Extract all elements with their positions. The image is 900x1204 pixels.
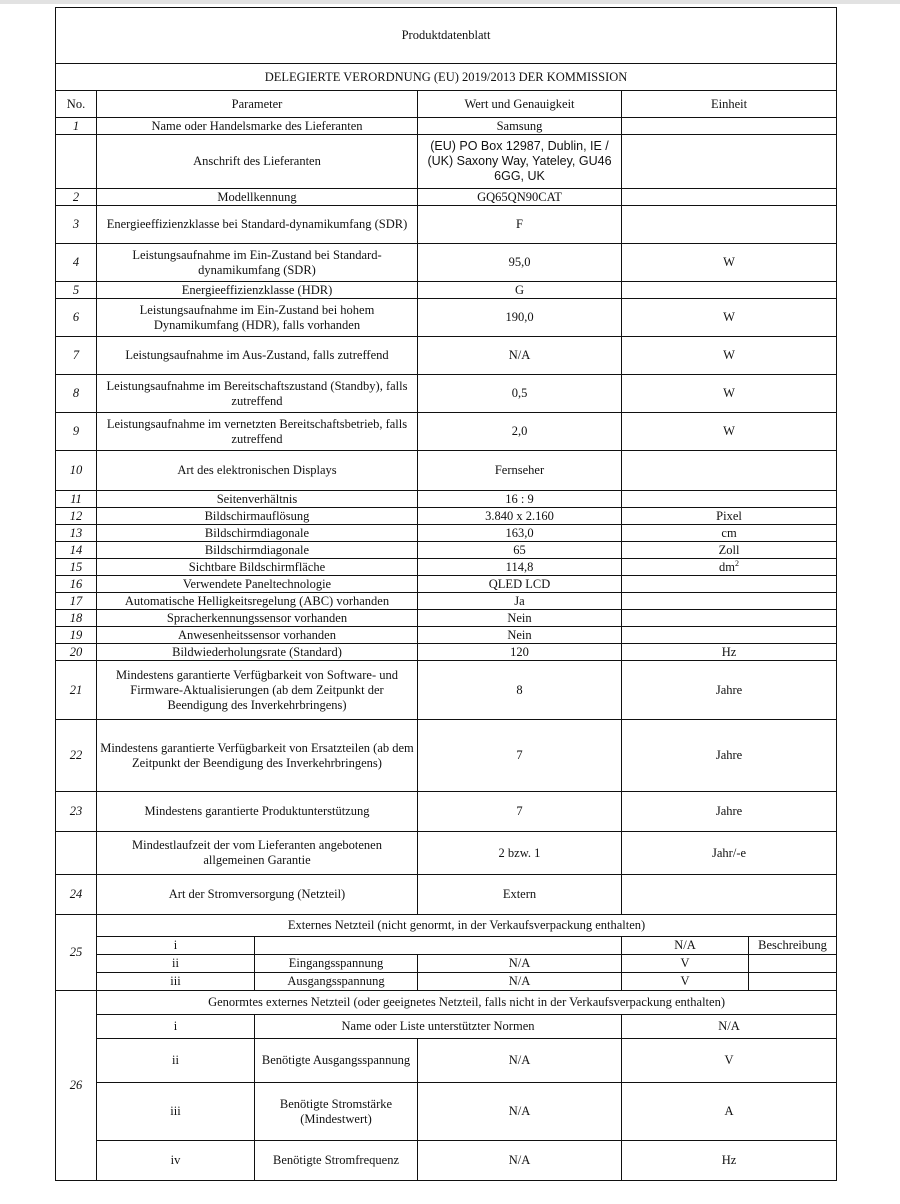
row-parameter: Energieeffizienzklasse bei Standard-dynamikumfang (SDR) [97,206,418,244]
row-value: 0,5 [418,375,622,413]
row-number: 10 [56,451,97,491]
table-row [56,525,837,542]
table-row [56,491,837,508]
table-row [56,542,837,559]
table-row [56,282,837,299]
row-unit: Pixel [622,508,837,525]
top-border [0,0,900,4]
table-row [56,189,837,206]
section-26-row [56,1039,837,1083]
row-parameter: Mindestlaufzeit der vom Lieferanten angebotenen allgemeinen Garantie [97,832,418,875]
sub-value: N/A [418,1083,622,1141]
row-value: F [418,206,622,244]
table-row [56,832,837,875]
unit-text: dm [719,559,736,574]
sub-index: iii [97,1083,255,1141]
row-number: 13 [56,525,97,542]
row-number: 22 [56,720,97,792]
row-unit: Jahre [622,661,837,720]
row-value: Nein [418,610,622,627]
sub-index: iii [97,973,255,991]
row-value: 8 [418,661,622,720]
sub-value: N/A [418,1141,622,1181]
row-parameter: Mindestens garantierte Verfügbarkeit von Software- und Firmware-Aktualisierungen (ab dem Zeitpunkt der Beendigung des Inverkehrbringens) [97,661,418,720]
row-unit: Hz [622,644,837,661]
sub-extra: Beschreibung [749,937,837,955]
row-number: 11 [56,491,97,508]
row-value: Samsung [418,118,622,135]
row-value: 114,8 [418,559,622,576]
row-parameter: Name oder Handelsmarke des Lieferanten [97,118,418,135]
sub-unit: Hz [622,1141,837,1181]
section-25-row [56,955,837,973]
row-value: Fernseher [418,451,622,491]
table-row [56,593,837,610]
sub-label [255,937,622,955]
row-value: G [418,282,622,299]
section-25-title-row [56,915,837,937]
row-unit [622,189,837,206]
header-row [56,91,837,118]
row-value: QLED LCD [418,576,622,593]
row-number: 24 [56,875,97,915]
row-unit [622,282,837,299]
section-25-row [56,937,837,955]
row-parameter: Modellkennung [97,189,418,206]
table-row [56,576,837,593]
table-row [56,559,837,576]
table-row [56,508,837,525]
row-parameter: Leistungsaufnahme im Bereitschaftszustand (Standby), falls zutreffend [97,375,418,413]
section-26-row [56,1015,837,1039]
row-number [56,832,97,875]
sub-label: Benötigte Stromstärke (Mindestwert) [255,1083,418,1141]
row-value: 2,0 [418,413,622,451]
table-row [56,206,837,244]
sub-unit: N/A [622,1015,837,1039]
sub-label: Eingangsspannung [255,955,418,973]
sub-index: i [97,1015,255,1039]
row-unit: Zoll [622,542,837,559]
table-row [56,875,837,915]
section-26-title-row [56,991,837,1015]
row-number: 21 [56,661,97,720]
section-26-row [56,1083,837,1141]
table-row [56,413,837,451]
sub-value: N/A [418,973,622,991]
row-unit: W [622,299,837,337]
row-unit [622,593,837,610]
section-25-title: Externes Netzteil (nicht genormt, in der Verkaufsverpackung enthalten) [97,915,837,937]
row-unit: W [622,244,837,282]
row-parameter: Leistungsaufnahme im Ein-Zustand bei Standard-dynamikumfang (SDR) [97,244,418,282]
row-unit [622,576,837,593]
section-26-title: Genormtes externes Netzteil (oder geeignetes Netzteil, falls nicht in der Verkaufsverpackung enthalten) [97,991,837,1015]
row-number: 12 [56,508,97,525]
sub-unit: V [622,955,749,973]
section-26-number: 26 [56,991,97,1181]
sub-extra [749,955,837,973]
section-25-row [56,973,837,991]
row-unit [622,610,837,627]
row-number: 8 [56,375,97,413]
regulation-subtitle: DELEGIERTE VERORDNUNG (EU) 2019/2013 DER KOMMISSION [56,64,837,91]
row-parameter: Spracherkennungssensor vorhanden [97,610,418,627]
sub-extra [749,973,837,991]
sub-label: Ausgangsspannung [255,973,418,991]
table-row [56,644,837,661]
row-parameter: Art der Stromversorgung (Netzteil) [97,875,418,915]
sub-index: i [97,937,255,955]
row-unit: W [622,337,837,375]
row-parameter: Anwesenheitssensor vorhanden [97,627,418,644]
table-row [56,451,837,491]
sub-unit: N/A [622,937,749,955]
row-unit [622,135,837,189]
table-row [56,244,837,282]
table-row [56,299,837,337]
row-parameter: Leistungsaufnahme im vernetzten Bereitschaftsbetrieb, falls zutreffend [97,413,418,451]
row-number: 23 [56,792,97,832]
row-value: N/A [418,337,622,375]
header-value: Wert und Genauigkeit [418,91,622,118]
section-25-number: 25 [56,915,97,991]
sub-unit: V [622,1039,837,1083]
sub-label: Benötigte Ausgangsspannung [255,1039,418,1083]
row-parameter: Bildschirmdiagonale [97,542,418,559]
table-row [56,337,837,375]
row-number: 7 [56,337,97,375]
row-unit: W [622,413,837,451]
unit-superscript: 2 [735,558,740,568]
row-value: Ja [418,593,622,610]
table-row [56,135,837,189]
row-number: 15 [56,559,97,576]
sub-value: N/A [418,955,622,973]
row-parameter: Mindestens garantierte Verfügbarkeit von Ersatzteilen (ab dem Zeitpunkt der Beendigung des Inverkehrbringens) [97,720,418,792]
row-parameter: Anschrift des Lieferanten [97,135,418,189]
row-value: (EU) PO Box 12987, Dublin, IE / (UK) Saxony Way, Yateley, GU46 6GG, UK [418,135,622,189]
row-value: 16 : 9 [418,491,622,508]
row-unit [622,875,837,915]
table-row [56,792,837,832]
row-number: 5 [56,282,97,299]
row-parameter: Automatische Helligkeitsregelung (ABC) vorhanden [97,593,418,610]
sub-unit: V [622,973,749,991]
row-number: 9 [56,413,97,451]
row-number: 17 [56,593,97,610]
row-value: Extern [418,875,622,915]
sub-value: N/A [418,1039,622,1083]
row-unit [622,118,837,135]
sub-index: ii [97,955,255,973]
row-unit [622,491,837,508]
row-unit [622,451,837,491]
row-number: 1 [56,118,97,135]
row-value: 7 [418,720,622,792]
row-parameter: Bildschirmauflösung [97,508,418,525]
row-value: 120 [418,644,622,661]
row-value: GQ65QN90CAT [418,189,622,206]
row-value: 65 [418,542,622,559]
table-row [56,661,837,720]
sub-index: iv [97,1141,255,1181]
row-unit [622,206,837,244]
row-unit: Jahr/-e [622,832,837,875]
row-number: 3 [56,206,97,244]
row-value: 3.840 x 2.160 [418,508,622,525]
row-parameter: Leistungsaufnahme im Aus-Zustand, falls zutreffend [97,337,418,375]
row-number: 16 [56,576,97,593]
row-parameter: Verwendete Paneltechnologie [97,576,418,593]
table-row [56,118,837,135]
sub-label: Name oder Liste unterstützter Normen [255,1015,622,1039]
row-parameter: Leistungsaufnahme im Ein-Zustand bei hohem Dynamikumfang (HDR), falls vorhanden [97,299,418,337]
table-row [56,627,837,644]
header-no: No. [56,91,97,118]
sub-index: ii [97,1039,255,1083]
table-row [56,375,837,413]
row-unit [622,559,837,576]
row-number: 18 [56,610,97,627]
row-value: 7 [418,792,622,832]
row-number: 20 [56,644,97,661]
table-row [56,720,837,792]
row-number [56,135,97,189]
row-value: 95,0 [418,244,622,282]
row-parameter: Energieeffizienzklasse (HDR) [97,282,418,299]
row-parameter: Sichtbare Bildschirmfläche [97,559,418,576]
row-unit: Jahre [622,792,837,832]
product-datasheet-table [55,7,837,1181]
row-number: 6 [56,299,97,337]
header-unit: Einheit [622,91,837,118]
row-number: 2 [56,189,97,206]
row-value: 2 bzw. 1 [418,832,622,875]
row-parameter: Bildwiederholungsrate (Standard) [97,644,418,661]
row-value: Nein [418,627,622,644]
header-parameter: Parameter [97,91,418,118]
row-parameter: Art des elektronischen Displays [97,451,418,491]
row-value: 163,0 [418,525,622,542]
row-parameter: Seitenverhältnis [97,491,418,508]
row-number: 4 [56,244,97,282]
row-unit: Jahre [622,720,837,792]
row-parameter: Bildschirmdiagonale [97,525,418,542]
row-unit: W [622,375,837,413]
section-26-row [56,1141,837,1181]
row-parameter: Mindestens garantierte Produktunterstützung [97,792,418,832]
row-number: 19 [56,627,97,644]
table-row [56,610,837,627]
row-value: 190,0 [418,299,622,337]
sub-label: Benötigte Stromfrequenz [255,1141,418,1181]
row-unit: cm [622,525,837,542]
document-title: Produktdatenblatt [56,8,837,64]
row-number: 14 [56,542,97,559]
row-unit [622,627,837,644]
sub-unit: A [622,1083,837,1141]
